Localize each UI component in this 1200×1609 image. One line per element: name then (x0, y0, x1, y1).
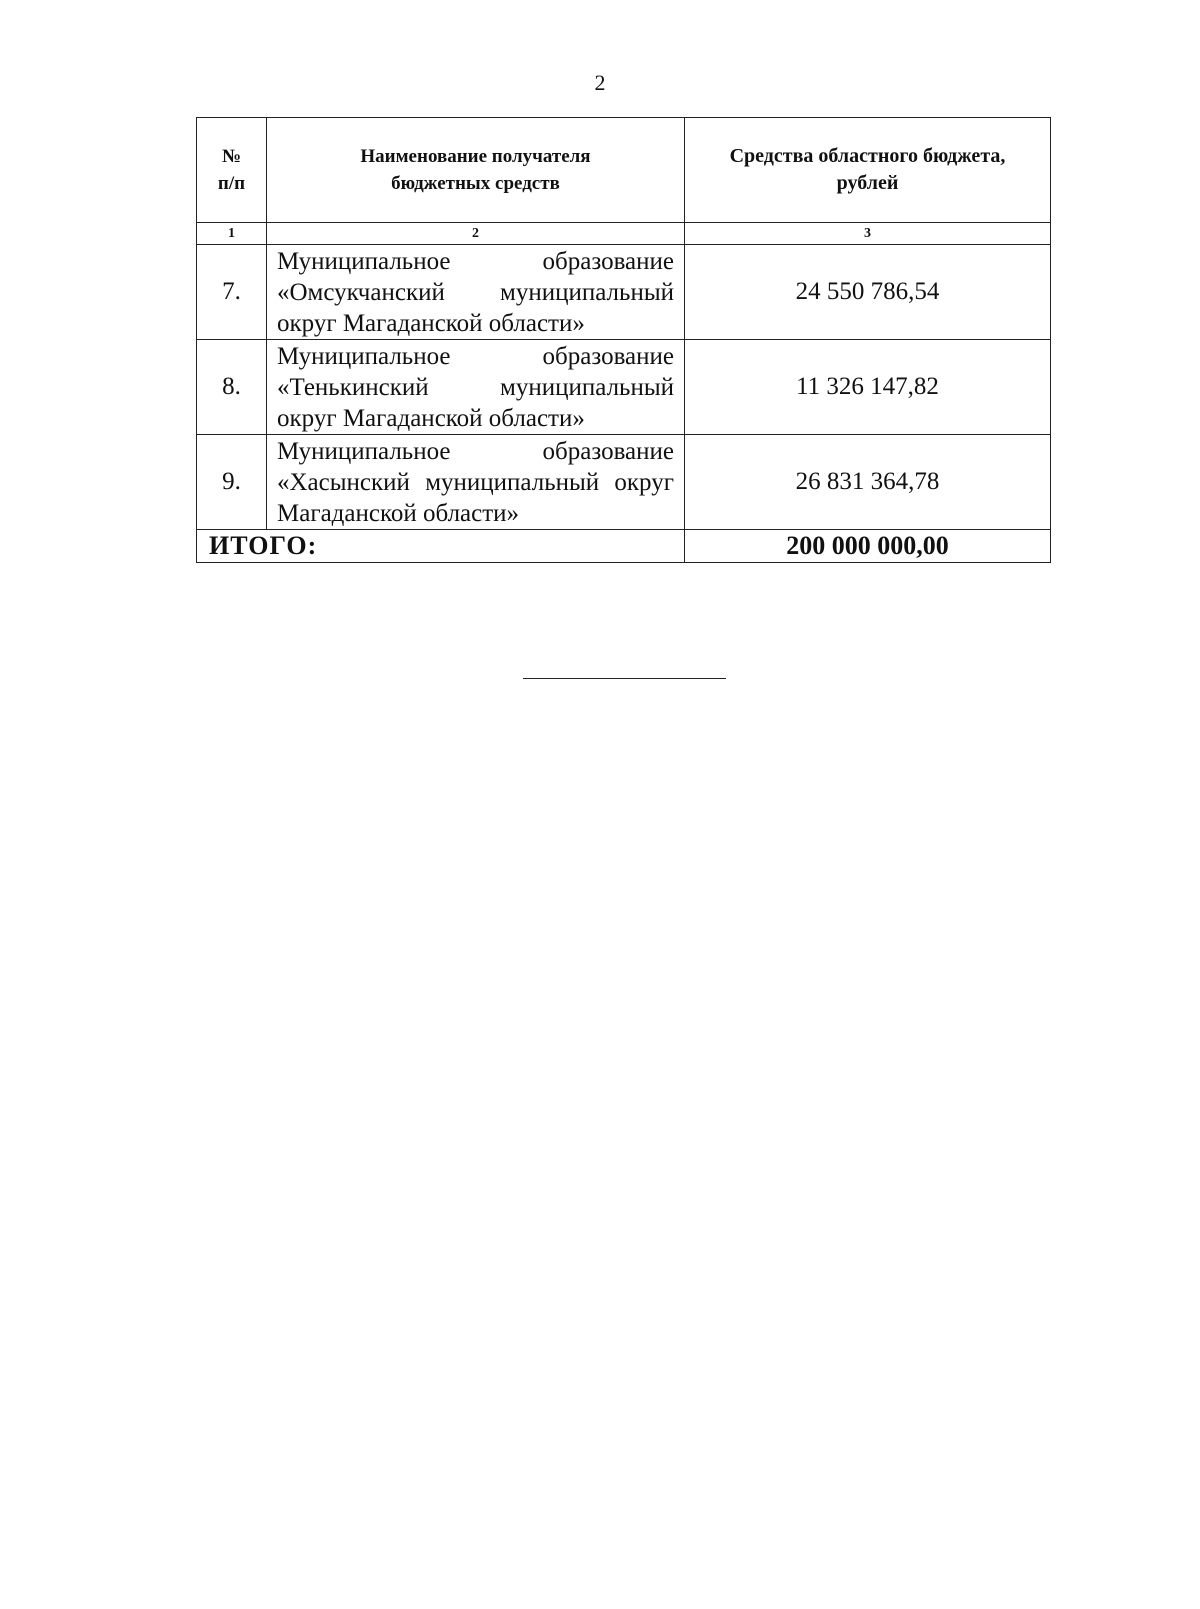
total-value: 200 000 000,00 (685, 530, 1051, 563)
page-number: 2 (594, 70, 606, 95)
table-row (197, 245, 1051, 340)
end-divider-line (523, 678, 726, 679)
recipient-name: Муниципальное образование «Тенькинский муниципальный округ Магаданской области» (267, 340, 685, 435)
funds-amount: 26 831 364,78 (685, 435, 1051, 530)
header-number: № п/п (197, 118, 267, 223)
row-number: 8. (197, 340, 267, 435)
table-header-row (197, 118, 1051, 223)
table-row (197, 435, 1051, 530)
table-row (197, 340, 1051, 435)
header-recipient: Наименование получателя бюджетных средств (267, 118, 685, 223)
funds-amount: 24 550 786,54 (685, 245, 1051, 340)
row-number: 7. (197, 245, 267, 340)
header-funds: Средства областного бюджета, рублей (685, 118, 1051, 223)
funds-amount: 11 326 147,82 (685, 340, 1051, 435)
column-index-3: 3 (685, 223, 1051, 245)
budget-table (196, 117, 1051, 563)
total-row (197, 530, 1051, 563)
column-index-1: 1 (197, 223, 267, 245)
column-index-2: 2 (267, 223, 685, 245)
row-number: 9. (197, 435, 267, 530)
column-index-row (197, 223, 1051, 245)
recipient-name: Муниципальное образование «Хасынский муниципальный округ Магаданской области» (267, 435, 685, 530)
recipient-name: Муниципальное образование «Омсукчанский муниципальный округ Магаданской области» (267, 245, 685, 340)
total-label: ИТОГО: (197, 530, 685, 563)
